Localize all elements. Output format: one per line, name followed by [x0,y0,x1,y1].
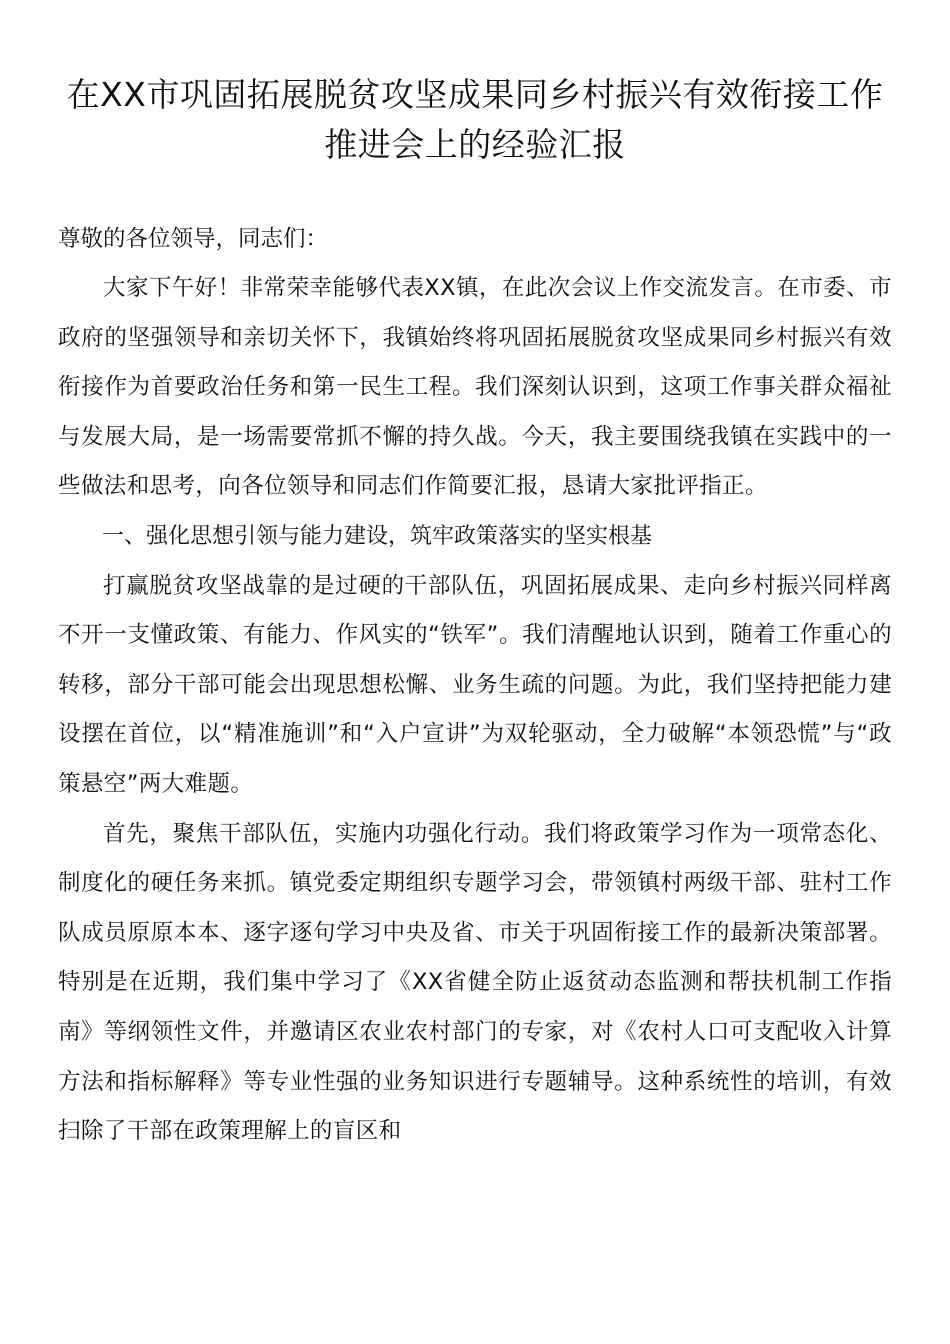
intro-paragraph: 大家下午好！非常荣幸能够代表XX镇，在此次会议上作交流发言。在市委、市政府的坚强领导和亲切关怀下，我镇始终将巩固拓展脱贫攻坚成果同乡村振兴有效衔接作为首要政治任务和第一民生工程。我们深刻认识到，这项工作事关群众福祉与发展大局，是一场需要常抓不懈的持久战。今天，我主要围绕我镇在实践中的一些做法和思考，向各位领导和同志们作简要汇报，恳请大家批评指正。 [58,275,892,500]
document-title: 在XX市巩固拓展脱贫攻坚成果同乡村振兴有效衔接工作推进会上的经验汇报 [66,75,884,164]
section-heading: 一、强化思想引领与能力建设，筑牢政策落实的坚实根基 [102,523,653,549]
body-paragraph: 打赢脱贫攻坚战靠的是过硬的干部队伍，巩固拓展成果、走向乡村振兴同样离不开一支懂政策、有能力、作风实的“铁军”。我们清醒地认识到，随着工作重心的转移，部分干部可能会出现思想松懈、业务生疏的问题。为此，我们坚持把能力建设摆在首位，以“精准施训”和“入户宣讲”为双轮驱动，全力破解“本领恐慌”与“政策悬空”两大难题。 [58,572,892,797]
body-paragraph: 首先，聚焦干部队伍，实施内功强化行动。我们将政策学习作为一项常态化、制度化的硬任务来抓。镇党委定期组织专题学习会，带领镇村两级干部、驻村工作队成员原原本本、逐字逐句学习中央及省、市关于巩固衔接工作的最新决策部署。特别是在近期，我们集中学习了《XX省健全防止返贫动态监测和帮扶机制工作指南》等纲领性文件，并邀请区农业农村部门的专家，对《农村人口可支配收入计算方法和指标解释》等专业性强的业务知识进行专题辅导。这种系统性的培训，有效扫除了干部在政策理解上的盲区和 [58,820,892,1145]
salutation: 尊敬的各位领导，同志们： [58,226,329,252]
